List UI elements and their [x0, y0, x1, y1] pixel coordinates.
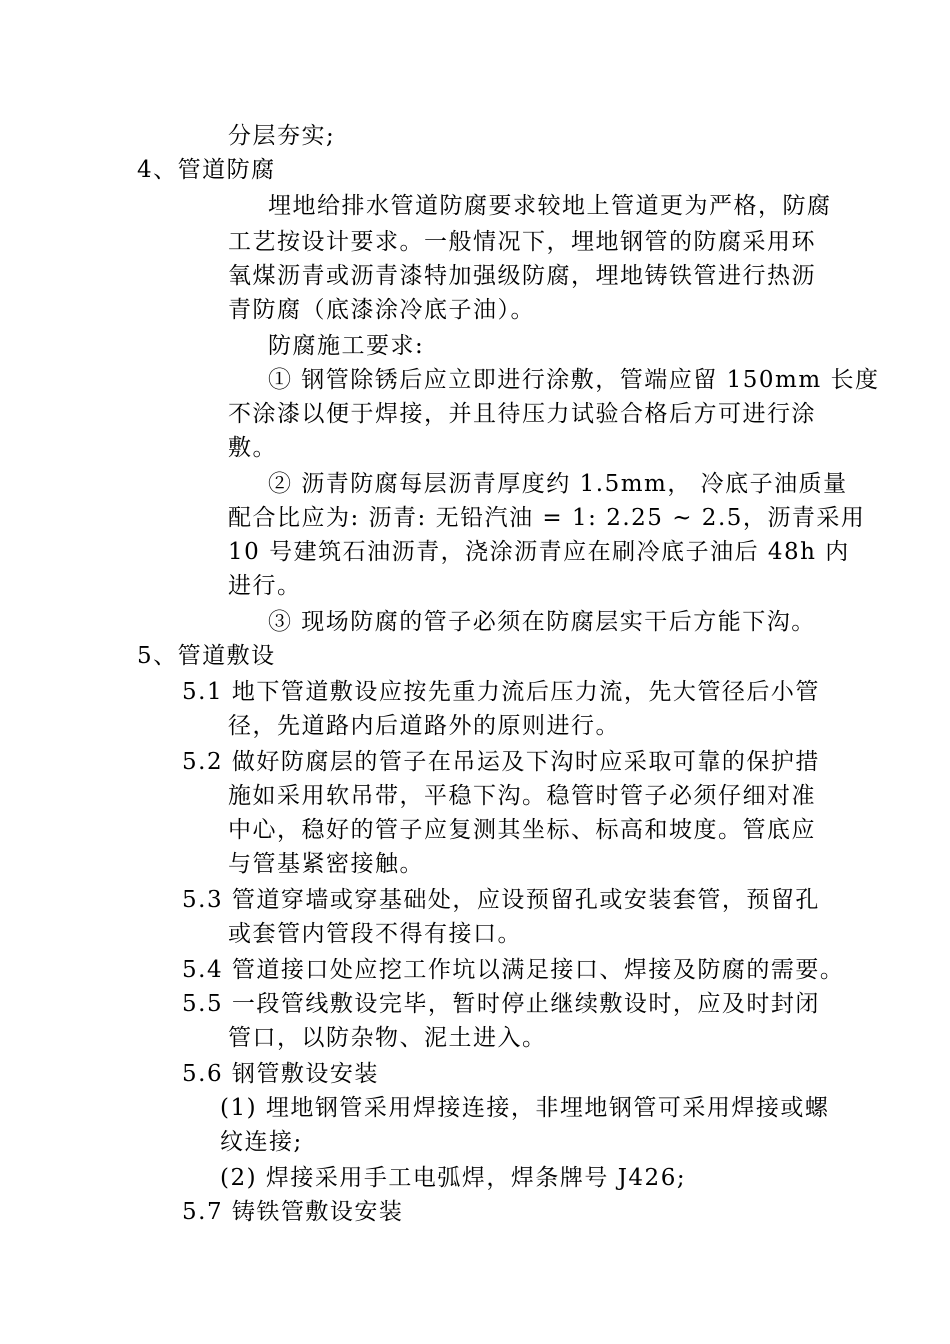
section-heading: 5、管道敷设 [137, 643, 276, 669]
section-heading: 4、管道防腐 [137, 157, 276, 183]
text-line: 5.7 铸铁管敷设安装 [182, 1199, 404, 1225]
text-line: 纹连接; [220, 1129, 303, 1155]
text-line: 5.2 做好防腐层的管子在吊运及下沟时应采取可靠的保护措 [182, 749, 820, 775]
text-line: 分层夯实; [228, 123, 336, 149]
text-line: 青防腐（底漆涂冷底子油）。 [228, 297, 535, 323]
text-line: (1) 埋地钢管采用焊接连接，非埋地钢管可采用焊接或螺 [220, 1095, 830, 1121]
text-line: 5.6 钢管敷设安装 [182, 1061, 379, 1087]
text-line: 或套管内管段不得有接口。 [228, 921, 522, 947]
text-line: 5.4 管道接口处应挖工作坑以满足接口、焊接及防腐的需要。 [182, 957, 845, 983]
text-line: 施如采用软吊带，平稳下沟。稳管时管子必须仔细对准 [228, 783, 816, 809]
text-line: 中心，稳好的管子应复测其坐标、标高和坡度。管底应 [228, 817, 816, 843]
text-line: 不涂漆以便于焊接，并且待压力试验合格后方可进行涂 [228, 401, 816, 427]
text-line: 5.5 一段管线敷设完毕，暂时停止继续敷设时，应及时封闭 [182, 991, 820, 1017]
text-line: 工艺按设计要求。一般情况下，埋地钢管的防腐采用环 [228, 229, 816, 255]
text-line: 氧煤沥青或沥青漆特加强级防腐，埋地铸铁管进行热沥 [228, 263, 816, 289]
text-line: 配合比应为: 沥青: 无铅汽油 = 1: 2.25 ~ 2.5，沥青采用 [228, 505, 866, 531]
text-line: ③ 现场防腐的管子必须在防腐层实干后方能下沟。 [268, 609, 816, 635]
text-line: 管口，以防杂物、泥土进入。 [228, 1025, 547, 1051]
text-line: 埋地给排水管道防腐要求较地上管道更为严格，防腐 [268, 193, 832, 219]
text-line: 径，先道路内后道路外的原则进行。 [228, 713, 620, 739]
text-line: 敷。 [228, 435, 277, 461]
text-line: 防腐施工要求: [268, 333, 425, 359]
text-line: ② 沥青防腐每层沥青厚度约 1.5mm， 冷底子油质量 [268, 471, 848, 497]
text-line: 与管基紧密接触。 [228, 851, 424, 877]
text-line: 5.1 地下管道敷设应按先重力流后压力流，先大管径后小管 [182, 679, 820, 705]
text-line: 10 号建筑石油沥青，浇涂沥青应在刷冷底子油后 48h 内 [228, 539, 850, 565]
text-line: 5.3 管道穿墙或穿基础处，应设预留孔或安装套管，预留孔 [182, 887, 820, 913]
text-line: (2) 焊接采用手工电弧焊，焊条牌号 J426; [220, 1165, 687, 1191]
text-line: 进行。 [228, 573, 302, 599]
text-line: ① 钢管除锈后应立即进行涂敷，管端应留 150mm 长度 [268, 367, 880, 393]
